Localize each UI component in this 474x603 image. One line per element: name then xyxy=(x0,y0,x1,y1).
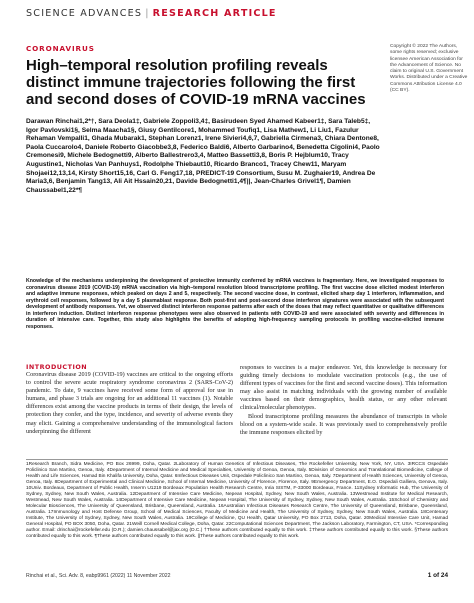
article-title: High–temporal resolution profiling reveals distinct immune trajectories following the first and second doses of COVID-19 mRNA vaccines xyxy=(26,57,366,108)
abstract: Knowledge of the mechanisms underpinning the development of protective immunity conferred by mRNA vaccines is fragmentary. Here, we investigated responses to coronavirus disease 2019 (COVID-19) mRNA vaccination via high–temporal resolution blood transcriptome profiling. The first vaccine dose elicited modest interferon and adaptive immune responses, which peaked on days 2 and 5, respectively. The second vaccine dose, in contrast, elicited sharp day 1 interferon, inflammation, and erythroid cell responses, followed by a day 5 plasmablast response. Both post-first and post-second dose interferon signatures were associated with the subsequent development of antibody responses. Yet, we observed distinct interferon response patterns after each of the doses that may reflect quantitative or qualitative differences in interferon induction. Distinct interferon response phenotypes were also observed in patients with COVID-19 and were associated with severity and differences in duration of intensive care. Together, this study also highlights the benefits of adopting high-frequency sampling protocols in profiling vaccine-elicited immune responses. xyxy=(26,278,444,330)
page-number: 1 of 24 xyxy=(427,572,448,579)
body-column-right xyxy=(240,364,447,437)
intro-paragraph-continued: responses to vaccines is a major endeavor. Yet, this knowledge is necessary for guiding timely decisions to modulate vaccination protocols (e.g., the use of different types of vaccines for the first and second vaccine doses). This information may also assist in matching individuals with the growing number of available vaccines based on their demographics, health status, or any other relevant clinical/molecular phenotypes. xyxy=(240,364,447,412)
affiliations-divider xyxy=(26,459,448,460)
journal-header xyxy=(26,8,277,19)
intro-paragraph-2: Blood transcriptome profiling measures the abundance of transcripts in whole blood on a system-wide scale. It was previously used to comprehensively profile the immune responses elicited by xyxy=(240,412,447,436)
author-list: Darawan Rinchai1,2*†, Sara Deola1‡, Gabriele Zoppoli3,4‡, Basirudeen Syed Ahamed Kabeer1‡, Sara Taleb5‡, Igor Pavlovski1§, Selma Maacha1§, Giusy Gentilcore1, Mohammed Toufiq1, Lisa Mathew1, Li Liu1, Fazulur Rehaman Vempalli1, Ghada Mubarak1, Stephan Lorenz1, Irene Sivieri4,6,7, Gabriella Cirmena3, Chiara Dentone8, Paola Cuccarolo4, Daniele Roberto Giacobbe3,8, Federico Baldi6, Alberto Garbarino4, Benedetta Cigolini4, Paolo Cremonesi9, Michele Bedognetti9, Alberto Ballestrero3,4, Matteo Bassetti3,8, Boris P. Hejblum10, Tracy Augustine1, Nicholas Van Panhuys1, Rodolphe Thiebaut10, Ricardo Branco1, Tracey Chew11, Maryam Shojaei12,13,14, Kirsty Short15,16, Carl G. Feng17,18, PREDICT-19 Consortium, Susu M. Zughaier19, Andrea De Maria3,6, Benjamin Tang13, Ali Ait Hssain20,21, Davide Bedognetti1,4¶||, Jean-Charles Grivel1¶, Damien Chaussabel1,22*¶ xyxy=(26,118,380,194)
category-label: CORONAVIRUS xyxy=(26,44,95,53)
affiliations: 1Research Branch, Sidra Medicine, PO Box 26999, Doha, Qatar. 2Laboratory of Human Genetics of Infectious Diseases, The Rockefeller University, New York, NY, USA. 3IRCCS Ospedale Policlinico San Martino, Genoa, Italy. 4Department of Internal Medicine and Medical Specialties, University of Genoa, Genoa, Italy. 5Division of Genomics and Translational Biomedicine, College of Health and Life Sciences, Hamad Bin Khalifa University, Doha, Qatar. 6Infectious Diseases Unit, Ospedale Policlinico San Martino, Genoa, Italy. 7Department of Health Sciences, University of Genoa, Genoa, Italy. 8Department of Experimental and Clinical Medicine, School of Internal Medicine, University of Florence, Florence, Italy. 9Emergency Department, E.O. Ospedali Galliera, Genova, Italy. 10Univ. Bordeaux, Department of Public Health, Inserm U1219 Bordeaux Population Health Research Centre, Inria SISTM, F-33000 Bordeaux, France. 11Sydney Informatic Hub, The University of Sydney, Sydney, New South Wales, Australia. 12Department of Intensive Care Medicine, Nepean Hospital, Sydney, New South Wales, Australia. 13Westmead Institute for Medical Research, Westmead, New South Wales, Australia. 14Department of Intensive Care Medicine, Nepean Hospital, The University of Sydney, Sydney, New South Wales, Australia. 15School of Chemistry and Molecular Biosciences, The University of Queensland, Brisbane, Queensland, Australia. 16Australian Infectious Diseases Research Centre, The University of Queensland, Brisbane, Queensland, Australia. 17Immunology and Host Defense Group, School of Medical Sciences, Faculty of Medicine and Health, The University of Sydney, Sydney, New South Wales, Australia. 18Centenary Institute, The University of Sydney, Sydney, New South Wales, Australia. 19College of Medicine, QU Health, Qatar University, PO Box 2713, Doha, Qatar. 20Medical Intensive Care Unit, Hamad General Hospital, PO BOX 3050, Doha, Qatar. 21Weill Cornell Medical College, Doha, Qatar. 22Computational Sciences Department, The Jackson Laboratory, Farmington, CT, USA. *Corresponding author. Email: drinchai@rockefeller.edu (D.R.); damien.chaussabel@jax.org (D.C.) †These authors contributed equally to this work. ‡These authors contributed equally to this work. §These authors contributed equally to this work. ¶These authors contributed equally to this work. ||These authors contributed equally to this work. xyxy=(26,462,448,539)
journal-name: SCIENCE ADVANCES xyxy=(26,8,143,19)
copyright-notice: Copyright © 2022 The Authors, some rights reserved; exclusive licensee American Association for the Advancement of Science. No claim to original U.S. Government Works. Distributed under a Creative Commons Attribution License 4.0 (CC BY). xyxy=(390,44,468,94)
body-column-left xyxy=(26,371,233,436)
citation-line: Rinchai et al., Sci. Adv. 8, eabp9961 (2022) 11 November 2022 xyxy=(26,573,171,579)
header-separator: | xyxy=(145,8,150,19)
introduction-heading: INTRODUCTION xyxy=(26,363,88,371)
section-label: RESEARCH ARTICLE xyxy=(152,8,277,19)
intro-paragraph-1: Coronavirus disease 2019 (COVID-19) vaccines are critical to the ongoing efforts to control the severe acute respiratory syndrome coronavirus 2 (SARS-CoV-2) pandemic. To date, 9 vaccines have received some form of approval for use in humans, and phase 3 trials are ongoing for an additional 11 vaccines (1). Notable differences exist among the vaccine products in terms of their design, the levels of protection they confer, and the type, incidence, and severity of adverse events they may elicit. Gaining a comprehensive understanding of the immunological factors underpinning the different xyxy=(26,371,233,435)
